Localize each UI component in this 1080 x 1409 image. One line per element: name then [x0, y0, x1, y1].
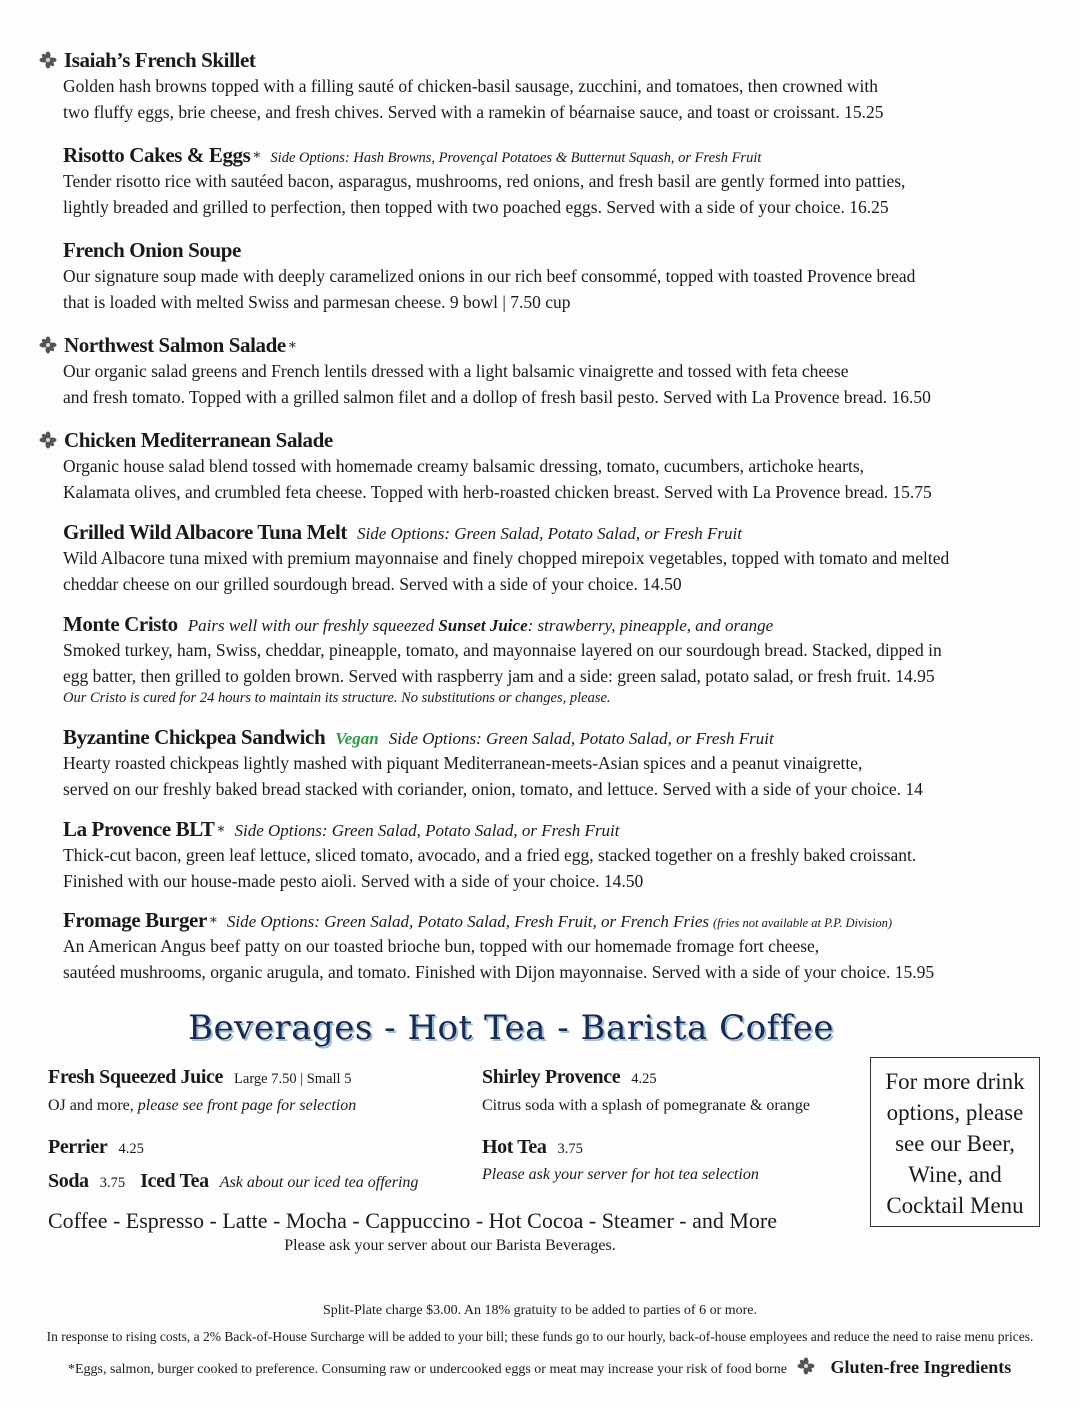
drink-note-line: For more drink [885, 1069, 1025, 1094]
menu-item-header [38, 333, 1048, 358]
vegan-badge: Vegan [335, 729, 379, 748]
menu-item-asterisk: * [209, 915, 217, 931]
menu-item-side-options: Side Options: Hash Browns, Provençal Potatoes & Butternut Squash, or Fresh Fruit [270, 150, 762, 166]
hot-tea-price: 3.75 [557, 1141, 583, 1157]
soda-name: Soda [48, 1170, 89, 1192]
drink-note-line: Cocktail Menu [886, 1193, 1024, 1218]
menu-item-description: Kalamata olives, and crumbled feta cheese. Topped with herb-roasted chicken breast. Served with La Provence bread. 15.75 [63, 482, 932, 502]
menu-item-description: that is loaded with melted Swiss and parmesan cheese. 9 bowl | 7.50 cup [63, 292, 571, 312]
footer-surcharge: In response to rising costs, a 2% Back-of-House Surcharge will be added to your bill; these funds go to our hourly, back-of-house employees and reduce the need to raise menu prices. [46, 1329, 1034, 1344]
menu-item [38, 333, 1048, 410]
menu-item-side-options: Side Options: Green Salad, Potato Salad, or Fresh Fruit [234, 821, 620, 840]
menu-item-header [38, 520, 1048, 545]
menu-item-side-note: (fries not available at P.P. Division) [712, 916, 893, 930]
fresh-juice-desc [48, 1097, 356, 1115]
shirley-item [482, 1066, 657, 1089]
menu-item-description: Our signature soup made with deeply caramelized onions in our rich beef consommé, topped with toasted Provence bread [63, 266, 916, 286]
drink-note-line: Wine, and [908, 1162, 1002, 1187]
shirley-price: 4.25 [631, 1071, 657, 1087]
menu-item-name: French Onion Soupe [63, 238, 241, 262]
menu-item-name: Byzantine Chickpea Sandwich [63, 725, 326, 749]
perrier-price: 4.25 [118, 1141, 144, 1157]
shirley-desc: Citrus soda with a splash of pomegranate & orange [482, 1097, 810, 1114]
menu-item-description: Thick-cut bacon, green leaf lettuce, sliced tomato, avocado, and a fried egg, stacked together on a freshly baked croissant. [63, 845, 917, 865]
menu-item-name: Northwest Salmon Salade [64, 333, 286, 357]
footer-warning-text: *Eggs, salmon, burger cooked to preference. Consuming raw or undercooked eggs or meat may increase your risk of food borne [68, 1362, 787, 1377]
menu-item-name: La Provence BLT [63, 817, 215, 841]
flower-icon [38, 431, 60, 449]
menu-item [38, 143, 1048, 220]
menu-item-pairing [188, 616, 773, 636]
menu-item-description: Golden hash browns topped with a filling sauté of chicken-basil sausage, zucchini, and tomatoes, then crowned with [63, 76, 878, 96]
menu-item-asterisk: * [288, 340, 296, 356]
fresh-juice-item [48, 1066, 351, 1089]
menu-item-side-options: Side Options: Green Salad, Potato Salad, or Fresh Fruit [356, 524, 742, 543]
drink-note-line: see our Beer, [895, 1131, 1015, 1156]
menu-item-description: Smoked turkey, ham, Swiss, cheddar, pineapple, tomato, and mayonnaise layered on our sourdough bread. Stacked, dipped in [63, 640, 942, 660]
soda-price: 3.75 [99, 1175, 126, 1191]
menu-item-description: served on our freshly baked bread stacked with coriander, onion, tomato, and lettuce. Served with a side of your choice. 14 [63, 779, 923, 799]
hot-tea-desc-text: Please ask your server for hot tea selection [482, 1166, 759, 1183]
barista-coffee-list: Coffee - Espresso - Latte - Mocha - Cappuccino - Hot Cocoa - Steamer - and More [48, 1208, 778, 1233]
menu-item [38, 520, 1048, 597]
menu-item-header [38, 725, 1048, 750]
menu-item-description: cheddar cheese on our grilled sourdough bread. Served with a side of your choice. 14.50 [63, 574, 682, 594]
menu-item [38, 725, 1048, 802]
menu-item-description: An American Angus beef patty on our toasted brioche bun, topped with our homemade fromage fort cheese, [63, 936, 820, 956]
pairing-juice: Sunset Juice [438, 616, 528, 635]
menu-item-asterisk: * [253, 150, 261, 166]
drink-menu-note [870, 1057, 1040, 1227]
menu-item-header [38, 428, 1048, 453]
fresh-juice-desc-plain: OJ and more, [48, 1097, 138, 1114]
footer-consumption-warning [68, 1357, 1011, 1378]
menu-item-asterisk: * [217, 824, 225, 840]
menu-item-header [38, 48, 1048, 73]
hot-tea-desc [482, 1166, 759, 1184]
iced-tea-desc: Ask about our iced tea offering [219, 1174, 419, 1191]
menu-item-name: Risotto Cakes & Eggs [63, 143, 251, 167]
menu-item-name: Isaiah’s French Skillet [64, 48, 256, 72]
menu-item [38, 428, 1048, 505]
menu-item-name: Fromage Burger [63, 908, 207, 932]
barista-coffee-note: Please ask your server about our Barista Beverages. [284, 1237, 616, 1254]
menu-item-description: two fluffy eggs, brie cheese, and fresh chives. Served with a ramekin of béarnaise sauce, and toast or croissant. 15.25 [63, 102, 884, 122]
pairing-pre: Pairs well with our freshly squeezed [187, 616, 439, 635]
footer-split-plate: Split-Plate charge $3.00. An 18% gratuity to be added to parties of 6 or more. [322, 1303, 758, 1318]
perrier-name: Perrier [48, 1136, 108, 1158]
menu-item-description: Wild Albacore tuna mixed with premium mayonnaise and finely chopped mirepoix vegetables, topped with tomato and melted [63, 548, 950, 568]
menu-item-description: lightly breaded and grilled to perfection, then topped with two poached eggs. Served with a side of your choice. 16.25 [63, 197, 889, 217]
hot-tea-name: Hot Tea [482, 1136, 547, 1158]
menu-item-header [38, 817, 1048, 842]
menu-item-header [38, 908, 1048, 933]
flower-icon [38, 51, 60, 69]
drink-note-line: options, please [886, 1100, 1024, 1125]
menu-item-description: Finished with our house-made pesto aioli. Served with a side of your choice. 14.50 [63, 871, 644, 891]
hot-tea-item [482, 1136, 583, 1159]
menu-item-description: Organic house salad blend tossed with homemade creamy balsamic dressing, tomato, cucumbers, artichoke hearts, [63, 456, 865, 476]
menu-item [38, 238, 1048, 315]
beverages-title: Beverages - Hot Tea - Barista Coffee [188, 1008, 834, 1048]
menu-item-name: Grilled Wild Albacore Tuna Melt [63, 520, 347, 544]
menu-item-description: egg batter, then grilled to golden brown. Served with raspberry jam and a side: green salad, potato salad, or fresh fruit. 14.95 [63, 666, 935, 686]
menu-item-note: Our Cristo is cured for 24 hours to maintain its structure. No substitutions or changes, please. [63, 690, 611, 706]
fresh-juice-desc-italic: please see front page for selection [137, 1097, 357, 1114]
flower-icon [796, 1357, 818, 1375]
perrier-item [48, 1136, 144, 1159]
menu-item-description: and fresh tomato. Topped with a grilled salmon filet and a dollop of fresh basil pesto. Served with La Provence bread. 16.50 [63, 387, 931, 407]
menu-item-name: Chicken Mediterranean Salade [64, 428, 333, 452]
fresh-juice-price: Large 7.50 | Small 5 [234, 1071, 352, 1087]
pairing-post: : strawberry, pineapple, and orange [527, 616, 774, 635]
menu-item-name: Monte Cristo [63, 612, 178, 636]
menu-item-description: Hearty roasted chickpeas lightly mashed with piquant Mediterranean-meets-Asian spices and a peanut vinaigrette, [63, 753, 863, 773]
fresh-juice-name: Fresh Squeezed Juice [48, 1066, 223, 1088]
menu-item [38, 612, 1048, 707]
menu-item-side-options: Side Options: Green Salad, Potato Salad, Fresh Fruit, or French Fries [226, 912, 709, 931]
menu-item-header [38, 143, 1048, 168]
menu-item [38, 908, 1048, 985]
shirley-name: Shirley Provence [482, 1066, 621, 1088]
gluten-free-legend: Gluten-free Ingredients [830, 1357, 1012, 1377]
menu-item-description: sautéed mushrooms, organic arugula, and tomato. Finished with Dijon mayonnaise. Served with a side of your choice. 15.95 [63, 962, 935, 982]
soda-iced-tea-row [48, 1170, 418, 1193]
menu-item-description: Tender risotto rice with sautéed bacon, asparagus, mushrooms, red onions, and fresh basil are gently formed into patties, [63, 171, 906, 191]
flower-icon [38, 336, 60, 354]
menu-item [38, 817, 1048, 894]
menu-item-header [38, 612, 1048, 637]
menu-item-description: Our organic salad greens and French lentils dressed with a light balsamic vinaigrette and tossed with feta cheese [63, 361, 849, 381]
iced-tea-name: Iced Tea [140, 1170, 209, 1192]
menu-item-header [38, 238, 1048, 263]
menu-item [38, 48, 1048, 125]
menu-item-side-options: Side Options: Green Salad, Potato Salad, or Fresh Fruit [388, 729, 774, 748]
